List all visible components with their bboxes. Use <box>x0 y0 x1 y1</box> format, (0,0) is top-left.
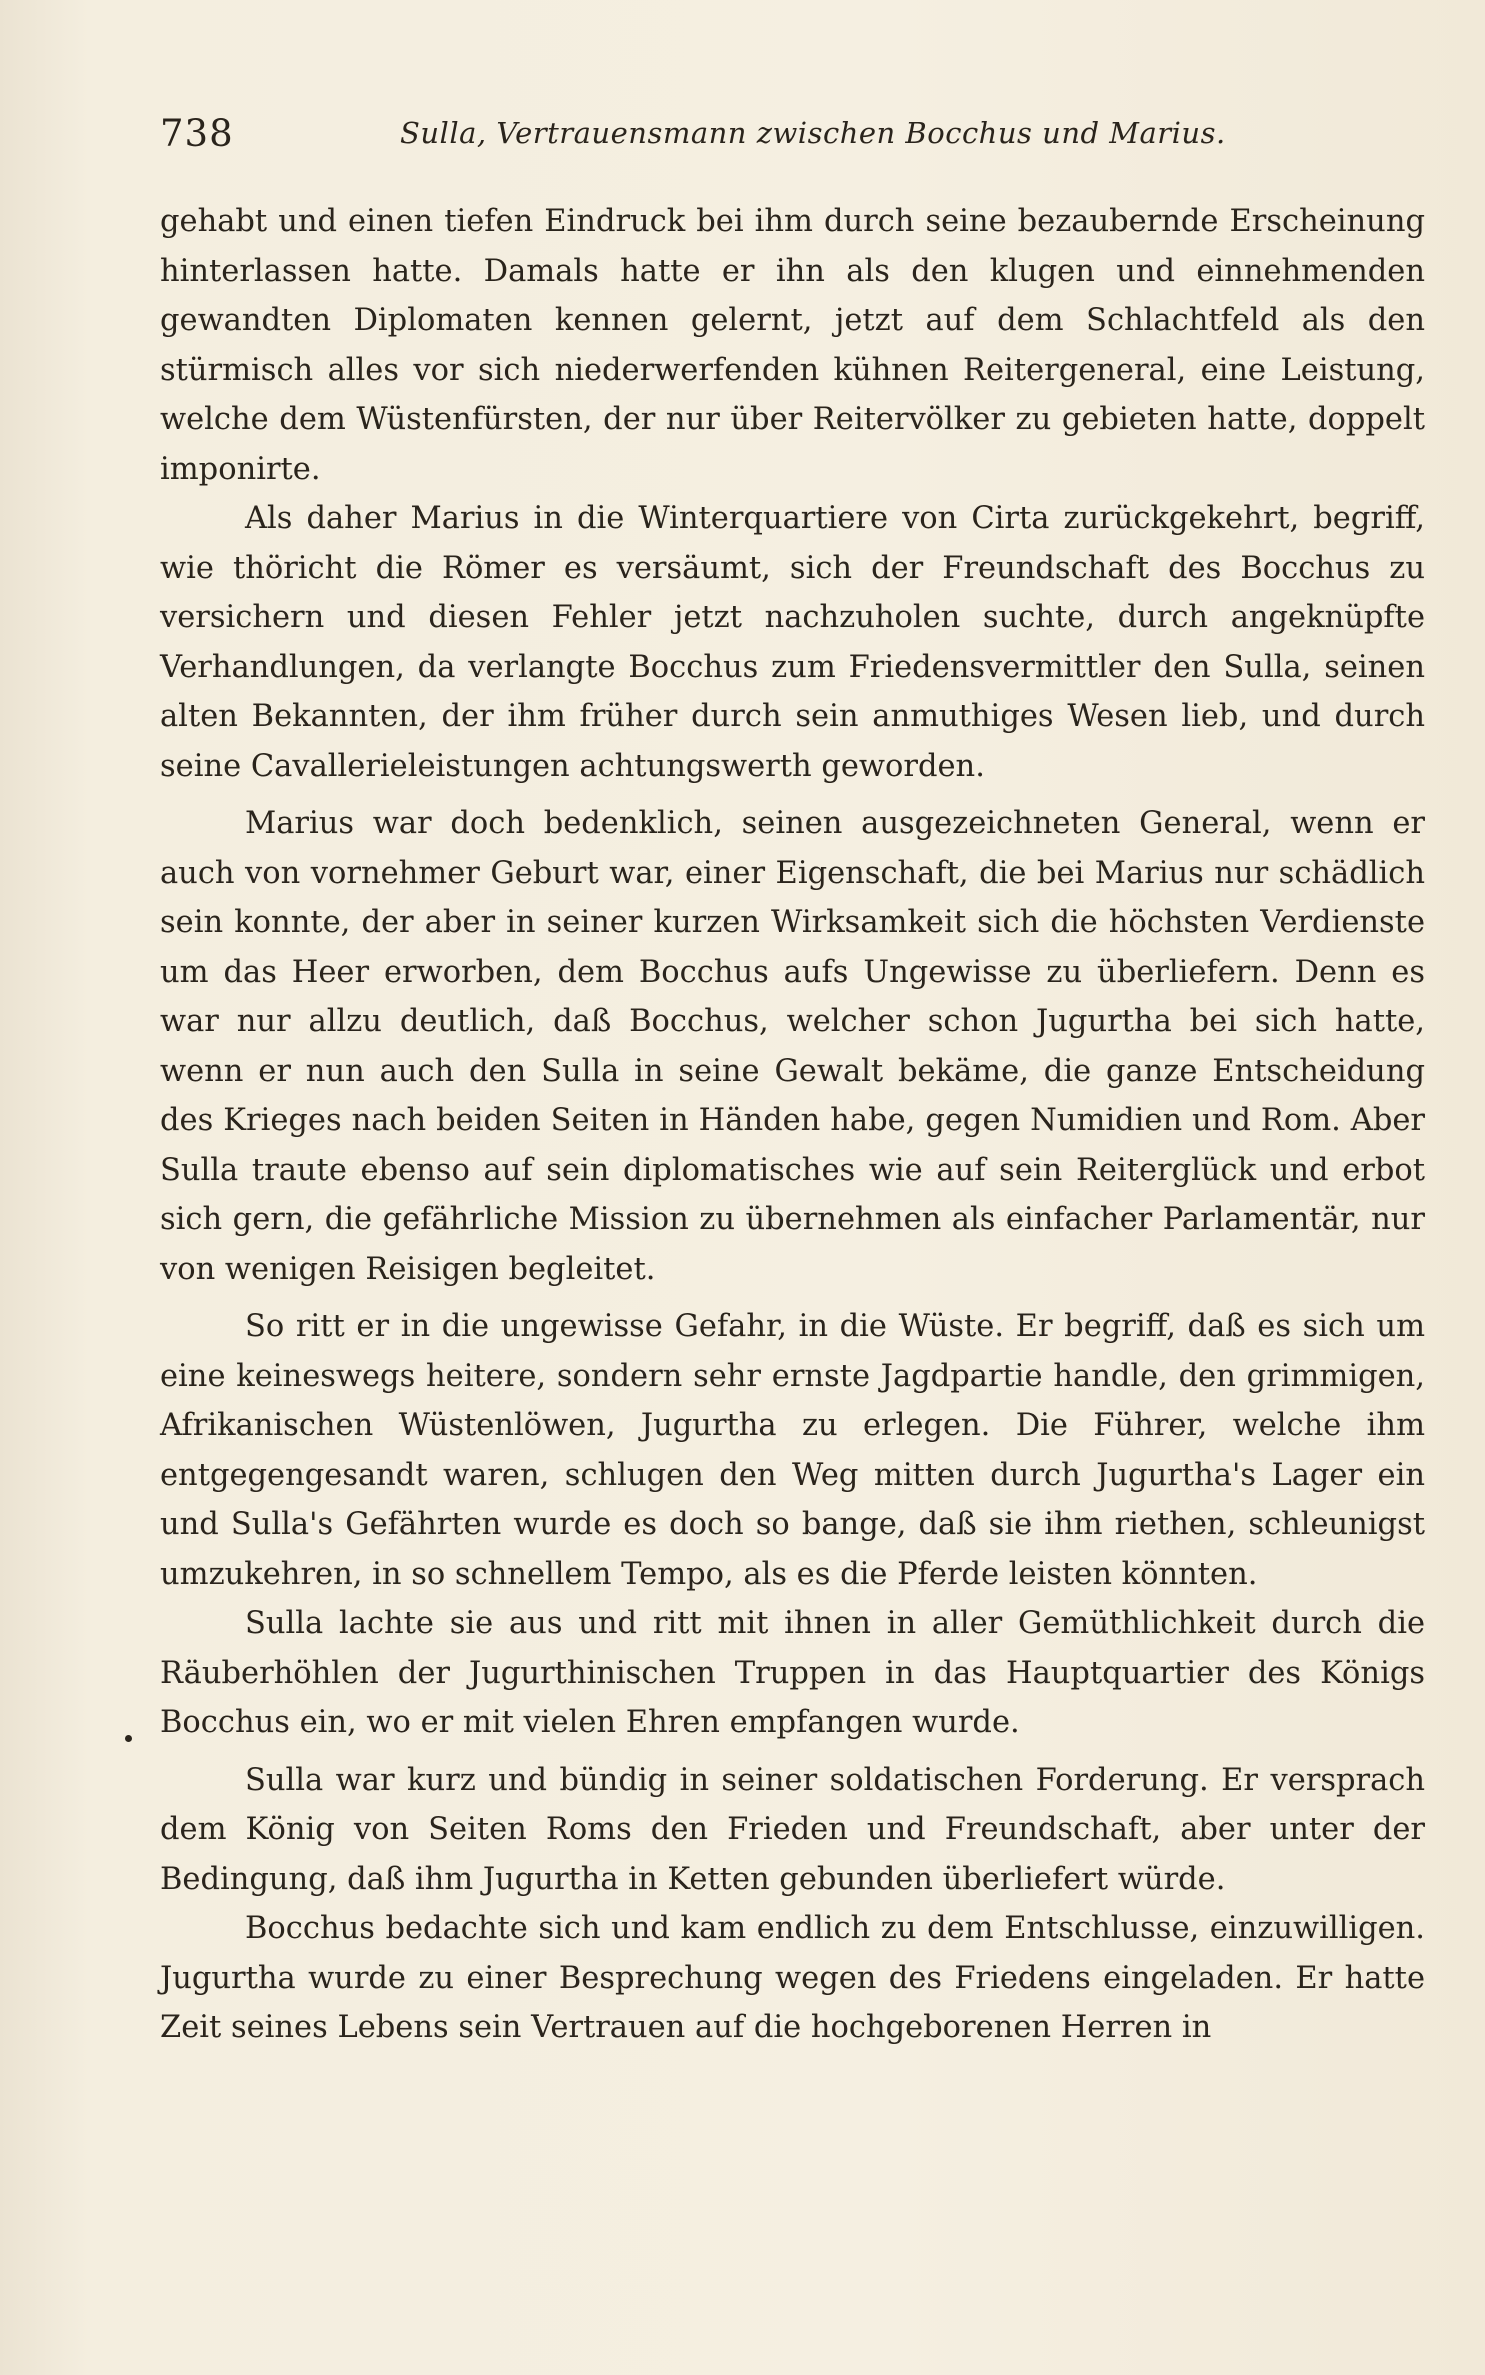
paragraph-1: gehabt und einen tiefen Eindruck bei ihm durch seine bezaubernde Erscheinung hinterlassen hatte. Damals hatte er ihn als den klugen und einnehmenden gewandten Diplomaten kennen gelernt, jetzt auf dem Schlachtfeld als den stürmisch alles vor sich niederwerfenden kühnen Reitergeneral, eine Leistung, welche dem Wüstenfürsten, der nur über Reitervölker zu gebieten hatte, doppelt imponirte. <box>160 204 1425 487</box>
body-text <box>160 197 1425 2053</box>
paragraph-3: Marius war doch bedenklich, seinen ausgezeichneten General, wenn er auch von vornehmer Geburt war, einer Eigenschaft, die bei Marius nur schädlich sein konnte, der aber in seiner kurzen Wirksamkeit sich die höchsten Verdienste um das Heer erworben, dem Bocchus aufs Ungewisse zu überliefern. Denn es war nur allzu deutlich, daß Bocchus, welcher schon Jugurtha bei sich hatte, wenn er nun auch den Sulla in seine Gewalt bekäme, die ganze Entscheidung des Krieges nach beiden Seiten in Händen habe, gegen Numidien und Rom. Aber Sulla traute ebenso auf sein diplomatisches wie auf sein Reiterglück und erbot sich gern, die gefährliche Mission zu übernehmen als einfacher Parlamentär, nur von wenigen Reisigen begleitet. <box>160 806 1425 1287</box>
paragraph-2: Als daher Marius in die Winterquartiere von Cirta zurückgekehrt, begriff, wie thöricht die Römer es versäumt, sich der Freundschaft des Bocchus zu versichern und diesen Fehler jetzt nachzuholen suchte, durch angeknüpfte Verhandlungen, da verlangte Bocchus zum Friedensvermittler den Sulla, seinen alten Bekannten, der ihm früher durch sein anmuthiges Wesen lieb, und durch seine Cavallerieleistungen achtungswerth geworden. <box>160 501 1425 784</box>
page-header <box>160 112 1226 162</box>
running-head: Sulla, Vertrauensmann zwischen Bocchus und Marius. <box>400 116 1226 150</box>
margin-mark <box>125 1735 132 1742</box>
paragraph-5: Sulla lachte sie aus und ritt mit ihnen in aller Gemüthlichkeit durch die Räuberhöhlen der Jugurthinischen Truppen in das Hauptquartier des Königs Bocchus ein, wo er mit vielen Ehren empfangen wurde. <box>160 1606 1425 1740</box>
paragraph-6: Sulla war kurz und bündig in seiner soldatischen Forderung. Er versprach dem König von Seiten Roms den Frieden und Freundschaft, aber unter der Bedingung, daß ihm Jugurtha in Ketten gebunden überliefert würde. <box>160 1762 1425 1897</box>
paragraph-4: So ritt er in die ungewisse Gefahr, in die Wüste. Er begriff, daß es sich um eine keineswegs heitere, sondern sehr ernste Jagdpartie handle, den grimmigen, Afrikanischen Wüstenlöwen, Jugurtha zu erlegen. Die Führer, welche ihm entgegengesandt waren, schlugen den Weg mitten durch Jugurtha's Lager ein und Sulla's Gefährten wurde es doch so bange, daß sie ihm riethen, schleunigst umzukehren, in so schnellem Tempo, als es die Pferde leisten könnten. <box>160 1309 1425 1592</box>
paragraph-7: Bocchus bedachte sich und kam endlich zu dem Entschlusse, einzuwilligen. Jugurtha wurde zu einer Besprechung wegen des Friedens eingeladen. Er hatte Zeit seines Lebens sein Vertrauen auf die hochgeborenen Herren in <box>160 1911 1425 2045</box>
page-number: 738 <box>160 112 234 155</box>
